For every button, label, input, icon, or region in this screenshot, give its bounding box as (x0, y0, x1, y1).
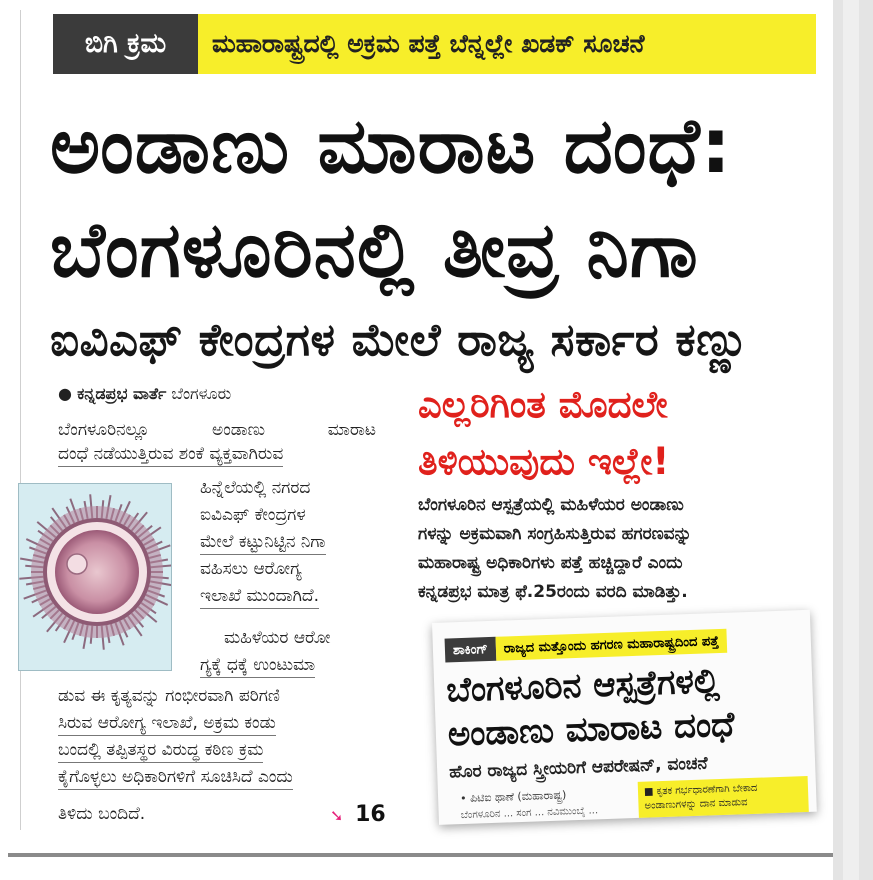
subheadline: ಐವಿಎಫ್ ಕೇಂದ್ರಗಳ ಮೇಲೆ ರಾಜ್ಯ ಸರ್ಕಾರ ಕಣ್ಣು (50, 313, 750, 366)
clip-headline-2: ಅಂಡಾಣು ಮಾರಾಟ ದಂಧೆ (447, 704, 736, 755)
headline-line-2: ಬೆಂಗಳೂರಿನಲ್ಲಿ ತೀವ್ರ ನಿಗಾ (50, 205, 699, 294)
bottom-rule (8, 853, 833, 857)
body-line: ಇಲಾಖೆ ಮುಂದಾಗಿದೆ. (200, 584, 319, 609)
promo-line: ಕನ್ನಡಪ್ರಭ ಮಾತ್ರ ಫೆ.25ರಂದು ವರದಿ ಮಾಡಿತ್ತು. (418, 582, 688, 602)
body-line: ಸಿರುವ ಆರೋಗ್ಯ ಇಲಾಖೆ, ಅಕ್ರಮ ಕಂಡು (58, 711, 276, 736)
clip-note-line: ಅಂಡಾಣುಗಳನ್ನು ದಾನ ಮಾಡುವ (644, 797, 748, 812)
clip-subheadline: ಹೊರ ರಾಜ್ಯದ ಸ್ತ್ರೀಯರಿಗೆ ಆಪರೇಷನ್, ವಂಚನೆ (448, 753, 708, 783)
kicker-text: ಮಹಾರಾಷ್ಟ್ರದಲ್ಲಿ ಅಕ್ರಮ ಪತ್ತೆ ಬೆನ್ನಲ್ಲೇ ಖಡಕ್ ಸೂಚನೆ (198, 14, 816, 74)
body-line: ತಿಳಿದು ಬಂದಿದೆ. (58, 804, 146, 824)
clip-body-fragment: ಬೆಂಗಳೂರಿನ ... ಸಂಗ ... ನವಿಮುಂಬೈ ... (460, 805, 599, 822)
clip-kicker-label: ಶಾಕಿಂಗ್ (445, 637, 497, 663)
column-rule (20, 10, 21, 830)
body-line: ಗ್ಯಕ್ಕೆ ಧಕ್ಕೆ ಉಂಟುಮಾ (200, 653, 315, 678)
body-line: ಐವಿಎಫ್ ಕೇಂದ್ರಗಳ (200, 505, 306, 525)
body-line: ಹಿನ್ನೆಲೆಯಲ್ಲಿ ನಗರದ (200, 478, 311, 498)
right-margin (833, 0, 873, 880)
body-line: ಮಹಿಳೆಯರ ಆರೋ (224, 628, 331, 648)
clip-byline: • ಪಿಟಿಐ ಥಾಣೆ (ಮಹಾರಾಷ್ಟ್ರ) (459, 788, 567, 806)
scroll-track (843, 0, 859, 880)
egg-cell-image (18, 483, 172, 671)
byline-bullet: ● (58, 384, 72, 403)
headline-line-1: ಅಂಡಾಣು ಮಾರಾಟ ದಂಧೆ: (50, 101, 733, 190)
jump-page-ref[interactable] (330, 802, 386, 827)
promo-heading-2: ತಿಳಿಯುವುದು ಇಲ್ಲೇ! (418, 440, 670, 483)
promo-heading-1: ಎಲ್ಲರಿಗಿಂತ ಮೊದಲೇ (418, 383, 668, 426)
promo-line: ಗಳನ್ನು ಅಕ್ರಮವಾಗಿ ಸಂಗ್ರಹಿಸುತ್ತಿರುವ ಹಗರಣವನ್ನು (418, 524, 692, 544)
jump-arrow-icon: ➘ (330, 806, 344, 825)
previous-article-clipping (432, 610, 817, 825)
kicker-bar (53, 14, 816, 74)
promo-line: ಬೆಂಗಳೂರಿನ ಆಸ್ಪತ್ರೆಯಲ್ಲಿ ಮಹಿಳೆಯರ ಅಂಡಾಣು (418, 495, 684, 515)
clip-highlight-box (638, 776, 809, 822)
body-line: ಮೇಲೆ ಕಟ್ಟುನಿಟ್ಟಿನ ನಿಗಾ (200, 530, 326, 555)
byline (58, 384, 231, 404)
body-line: ಕೈಗೊಳ್ಳಲು ಅಧಿಕಾರಿಗಳಿಗೆ ಸೂಚಿಸಿದೆ ಎಂದು (58, 765, 293, 790)
kicker-label: ಬಿಗಿ ಕ್ರಮ (53, 14, 198, 74)
body-line: ವಹಿಸಲು ಆರೋಗ್ಯ (200, 559, 302, 579)
body-line: ಬಂದಲ್ಲಿ ತಪ್ಪಿತಸ್ಥರ ವಿರುದ್ಧ ಕಠಿಣ ಕ್ರಮ (58, 738, 263, 763)
promo-line: ಮಹಾರಾಷ್ಟ್ರ ಅಧಿಕಾರಿಗಳು ಪತ್ತೆ ಹಚ್ಚಿದ್ದಾರೆ ಎಂದು (418, 553, 683, 573)
egg-cell-micrograph-icon (19, 484, 171, 670)
byline-place: ಬೆಂಗಳೂರು (171, 384, 232, 403)
body-line: ದಂಧೆ ನಡೆಯುತ್ತಿರುವ ಶಂಕೆ ವ್ಯಕ್ತವಾಗಿರುವ (58, 442, 283, 467)
clip-kicker (445, 629, 728, 663)
body-line: ಡುವ ಈ ಕೃತ್ಯವನ್ನು ಗಂಭೀರವಾಗಿ ಪರಿಗಣಿ (58, 686, 280, 706)
body-line: ಬೆಂಗಳೂರಿನಲ್ಲೂ ಅಂಡಾಣು ಮಾರಾಟ (58, 420, 376, 440)
byline-source: ಕನ್ನಡಪ್ರಭ ವಾರ್ತೆ (77, 384, 167, 403)
jump-page-number: 16 (355, 802, 386, 827)
clip-kicker-text: ರಾಜ್ಯದ ಮತ್ತೊಂದು ಹಗರಣ ಮಹಾರಾಷ್ಟ್ರದಿಂದ ಪತ್ತೆ (495, 629, 727, 661)
clip-headline-1: ಬೆಂಗಳೂರಿನ ಆಸ್ಪತ್ರೆಗಳಲ್ಲಿ (445, 661, 721, 711)
clip-note-line: ■ ಕೃತಕ ಗರ್ಭಧಾರಣೆಗಾಗಿ ಬೇಕಾದ (643, 782, 758, 798)
